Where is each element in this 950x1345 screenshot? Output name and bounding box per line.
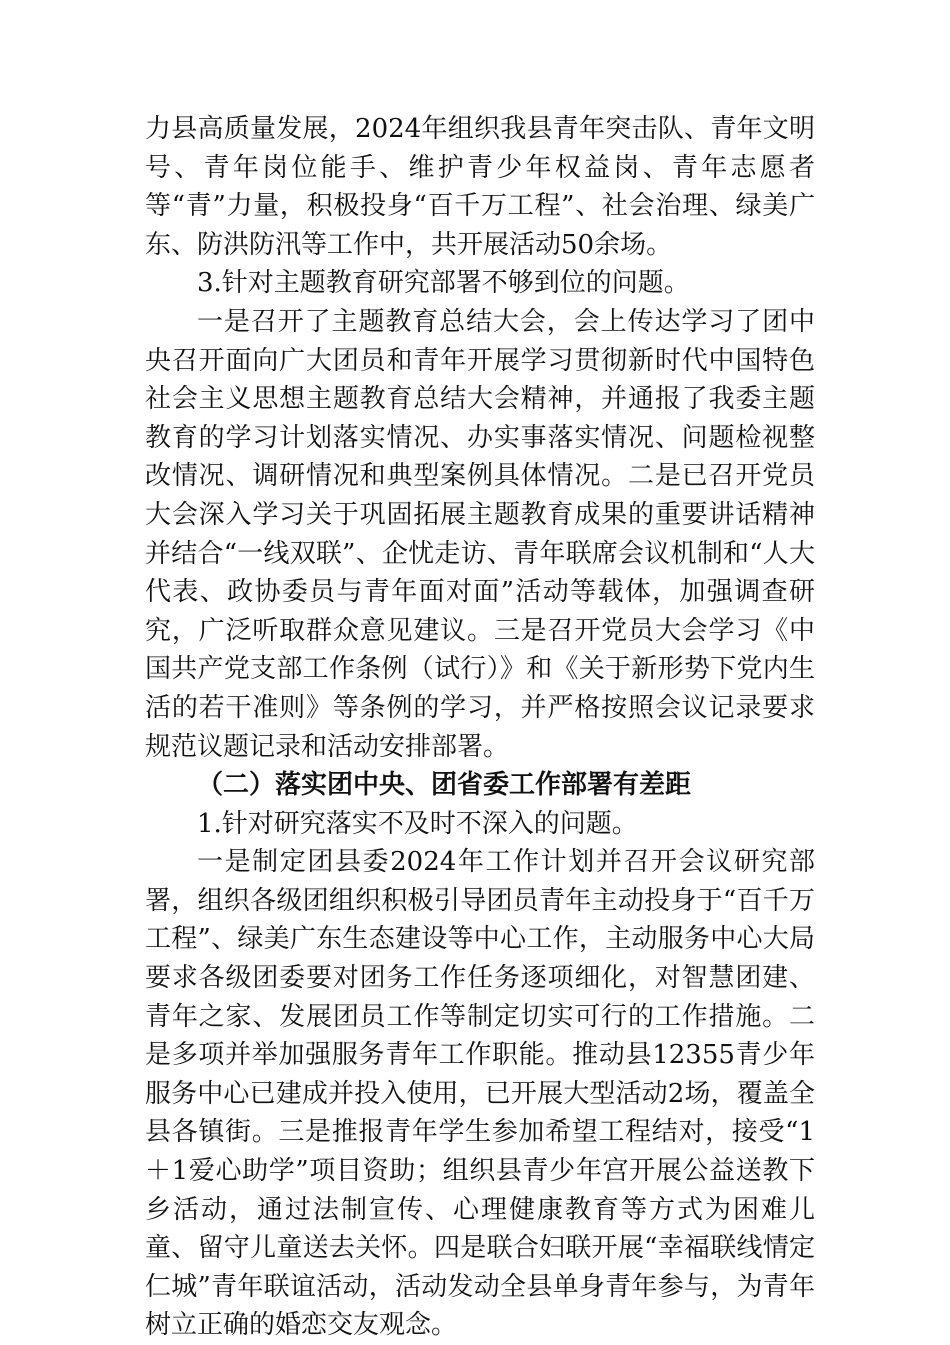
section-heading: （二）落实团中央、团省委工作部署有差距	[197, 770, 692, 801]
subheading-topic-education: 3.针对主题教育研究部署不够到位的问题。	[197, 268, 690, 299]
document-page	[145, 110, 815, 1345]
paragraph-research-implementation: 一是制定团县委2024年工作计划并召开会议研究部署，组织各级团组织积极引导团员青年主动投身于“百千万工程”、绿美广东生态建设等中心工作，主动服务中心大局要求各级团委要对团务工作任务逐项细化，对智慧团建、青年之家、发展团员工作等制定切实可行的工作措施。二是多项并举加强服务青年工作职能。推动县12355青少年服务中心已建成并投入使用，已开展大型活动2场，覆盖全县各镇街。三是推报青年学生参加希望工程结对，接受“1＋1爱心助学”项目资助；组织县青少年宫开展公益送教下乡活动，通过法制宣传、心理健康教育等方式为困难儿童、留守儿童送去关怀。四是联合妇联开展“幸福联线情定仁城”青年联谊活动，活动发动全县单身青年参与，为青年树立正确的婚恋交友观念。	[145, 847, 815, 1341]
subheading-research-implementation: 1.针对研究落实不及时不深入的问题。	[197, 808, 638, 839]
paragraph-topic-education: 一是召开了主题教育总结大会，会上传达学习了团中央召开面向广大团员和青年开展学习贯彻新时代中国特色社会主义思想主题教育总结大会精神，并通报了我委主题教育的学习计划落实情况、办实事落实情况、问题检视整改情况、调研情况和典型案例具体情况。二是已召开党员大会深入学习关于巩固拓展主题教育成果的重要讲话精神并结合“一线双联”、企忧走访、青年联席会议机制和“人大代表、政协委员与青年面对面”活动等载体，加强调查研究，广泛听取群众意见建议。三是召开党员大会学习《中国共产党支部工作条例（试行）》和《关于新形势下党内生活的若干准则》等条例的学习，并严格按照会议记录要求规范议题记录和活动安排部署。	[145, 306, 815, 762]
paragraph-continuation: 力县高质量发展，2024年组织我县青年突击队、青年文明号、青年岗位能手、维护青少年权益岗、青年志愿者等“青”力量，积极投身“百千万工程”、社会治理、绿美广东、防洪防汛等工作中，共开展活动50余场。	[145, 114, 815, 260]
